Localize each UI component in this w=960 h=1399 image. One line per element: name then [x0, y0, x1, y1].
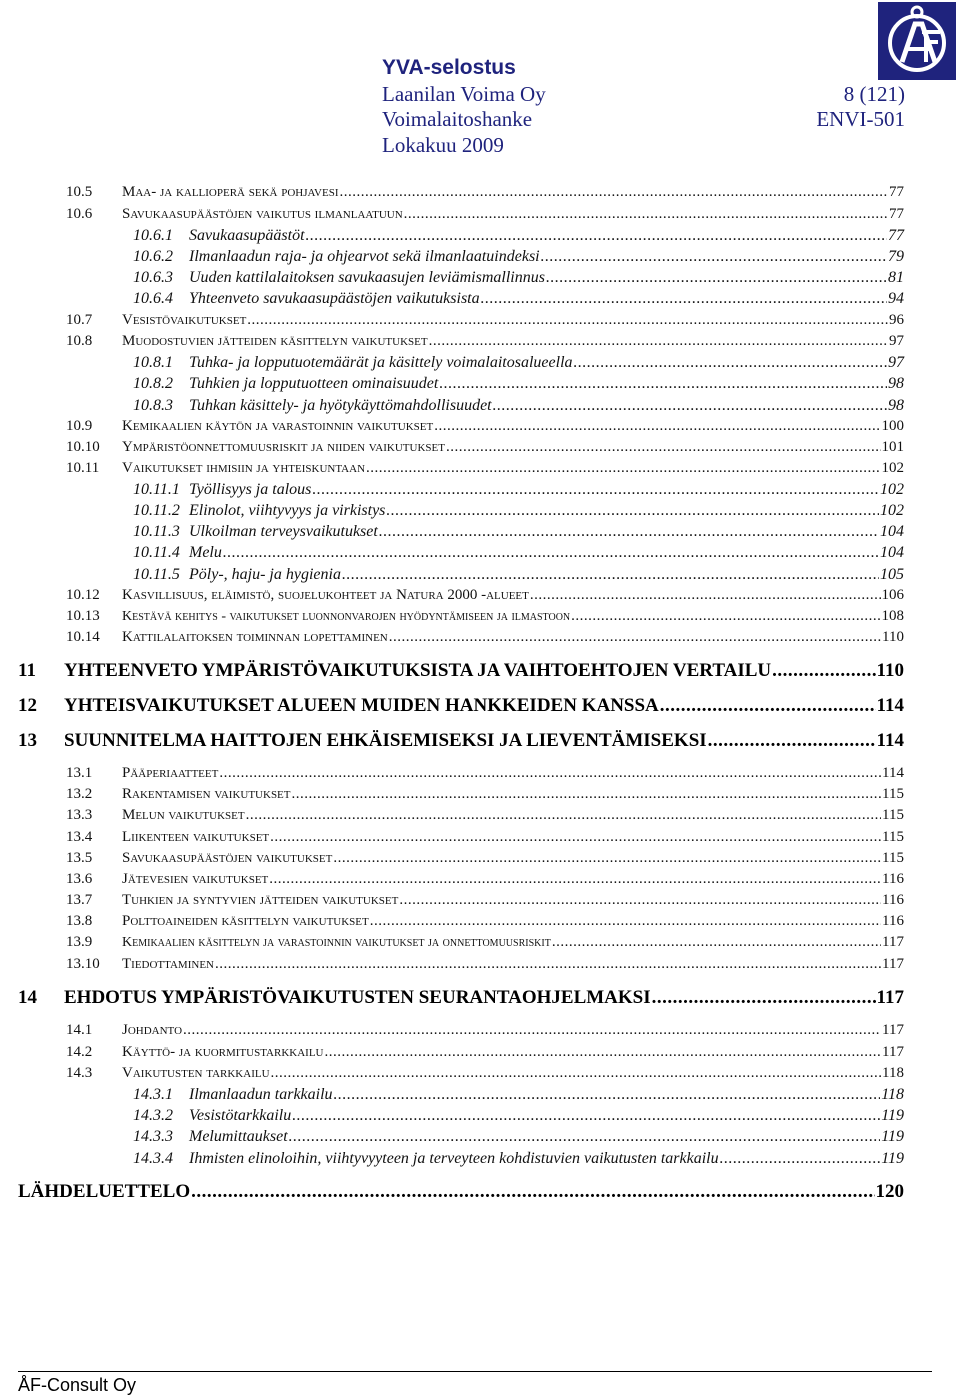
toc-entry-10-6-1[interactable]: 10.6.1 Savukaasupäästöt ..... 77 [133, 227, 904, 245]
dot-leader [191, 1181, 874, 1203]
toc-entry-10-14[interactable]: 10.14 Kattilalaitoksen toiminnan lopettaminen ..... 110 [66, 629, 904, 646]
toc-entry-14-3-4[interactable]: 14.3.4 Ihmisten elinoloihin, viihtyvyyteen ja terveyteen kohdistuvien vaikutusten tarkkailu ..... 119 [133, 1150, 904, 1168]
toc-entry-references[interactable]: LÄHDELUETTELO ..... 120 [18, 1181, 904, 1203]
toc-entry-10-10[interactable]: 10.10 Ympäristöonnettomuusriskit ja niiden vaikutukset ..... 101 [66, 439, 904, 456]
toc-entry-13-2[interactable]: 13.2 Rakentamisen vaikutukset ..... 115 [66, 786, 904, 803]
af-logo-icon [878, 2, 956, 80]
toc-entry-10-11-3[interactable]: 10.11.3 Ulkoilman terveysvaikutukset ..... 104 [133, 523, 904, 541]
toc-entry-13-3[interactable]: 13.3 Melun vaikutukset ..... 115 [66, 807, 904, 824]
dot-leader [541, 248, 887, 266]
toc-entry-10-6[interactable]: 10.6 Savukaasupäästöjen vaikutus ilmanlaatuun ..... 77 [66, 206, 904, 223]
document-date: Lokakuu 2009 [382, 133, 504, 157]
project-name: Voimalaitoshanke [382, 107, 533, 131]
toc-entry-13-5[interactable]: 13.5 Savukaasupäästöjen vaikutukset ..... 115 [66, 850, 904, 867]
dot-leader [386, 502, 879, 520]
dot-leader [223, 544, 879, 562]
toc-entry-14-2[interactable]: 14.2 Käyttö- ja kuormitustarkkailu ..... 117 [66, 1044, 904, 1061]
dot-leader [325, 1044, 882, 1061]
toc-entry-10-13[interactable]: 10.13 Kestävä kehitys - vaikutukset luonnonvarojen hyödyntämiseen ja ilmastoon ..... 108 [66, 608, 904, 625]
toc-entry-13-9[interactable]: 13.9 Kemikaalien käsittelyn ja varastoinnin vaikutukset ja onnettomuusriskit ..... 117 [66, 934, 904, 951]
dot-leader [366, 460, 880, 477]
toc-entry-10-11-1[interactable]: 10.11.1 Työllisyys ja talous ..... 102 [133, 481, 904, 499]
toc-entry-10-8-2[interactable]: 10.8.2 Tuhkien ja lopputuotteen ominaisuudet ..... 98 [133, 375, 904, 393]
dot-leader [379, 523, 879, 541]
dot-leader [246, 807, 881, 824]
dot-leader [772, 660, 875, 682]
dot-leader [389, 629, 881, 646]
dot-leader [720, 1150, 881, 1168]
toc-entry-10-8-1[interactable]: 10.8.1 Tuhka- ja lopputuotemäärät ja käsittely voimalaitosalueella ..... 97 [133, 354, 904, 372]
footer-company: ÅF-Consult Oy [18, 1375, 137, 1395]
toc-entry-13-8[interactable]: 13.8 Polttoaineiden käsittelyn vaikutukset ..... 116 [66, 913, 904, 930]
toc-entry-10-11-2[interactable]: 10.11.2 Elinolot, viihtyvyys ja virkistys ..... 102 [133, 502, 904, 520]
dot-leader [289, 1128, 881, 1146]
toc-entry-13-1[interactable]: 13.1 Pääperiaatteet ..... 114 [66, 765, 904, 782]
toc-entry-10-11-5[interactable]: 10.11.5 Pöly-, haju- ja hygienia ..... 105 [133, 566, 904, 584]
dot-leader [271, 1065, 882, 1082]
dot-leader [270, 829, 881, 846]
toc-entry-13[interactable]: 13 SUUNNITELMA HAITTOJEN EHKÄISEMISEKSI JA LIEVENTÄMISEKSI ..... 114 [18, 730, 904, 752]
dot-leader [339, 184, 888, 201]
toc-entry-14-3-3[interactable]: 14.3.3 Melumittaukset ..... 119 [133, 1128, 904, 1146]
toc-entry-10-11-4[interactable]: 10.11.4 Melu ..... 104 [133, 544, 904, 562]
dot-leader [312, 481, 879, 499]
toc-entry-13-7[interactable]: 13.7 Tuhkien ja syntyvien jätteiden vaikutukset ..... 116 [66, 892, 904, 909]
toc-entry-14-3[interactable]: 14.3 Vaikutusten tarkkailu ..... 118 [66, 1065, 904, 1082]
dot-leader [552, 934, 881, 951]
toc-entry-10-8[interactable]: 10.8 Muodostuvien jätteiden käsittelyn vaikutukset ..... 97 [66, 333, 904, 350]
dot-leader [183, 1022, 881, 1039]
dot-leader [660, 695, 876, 717]
dot-leader [334, 1086, 881, 1104]
dot-leader [219, 765, 881, 782]
dot-leader [292, 1107, 880, 1125]
toc-entry-12[interactable]: 12 YHTEISVAIKUTUKSET ALUEEN MUIDEN HANKKEIDEN KANSSA ..... 114 [18, 695, 904, 717]
dot-leader [215, 956, 881, 973]
dot-leader [342, 566, 879, 584]
dot-leader [399, 892, 881, 909]
dot-leader [481, 290, 887, 308]
toc-entry-10-6-4[interactable]: 10.6.4 Yhteenveto savukaasupäästöjen vaikutuksista ..... 94 [133, 290, 904, 308]
company-name: Laanilan Voima Oy [382, 82, 546, 106]
toc-entry-14-3-2[interactable]: 14.3.2 Vesistötarkkailu ..... 119 [133, 1107, 904, 1125]
dot-leader [708, 730, 876, 752]
dot-leader [370, 913, 881, 930]
toc-entry-11[interactable]: 11 YHTEENVETO YMPÄRISTÖVAIKUTUKSISTA JA VAIHTOEHTOJEN VERTAILU ..... 110 [18, 660, 904, 682]
toc-entry-10-6-2[interactable]: 10.6.2 Ilmanlaadun raja- ja ohjearvot sekä ilmanlaatuindeksi ..... 79 [133, 248, 904, 266]
dot-leader [652, 987, 876, 1009]
dot-leader [546, 269, 887, 287]
footer-divider [18, 1371, 932, 1372]
toc-entry-13-4[interactable]: 13.4 Liikenteen vaikutukset ..... 115 [66, 829, 904, 846]
dot-leader [292, 786, 882, 803]
dot-leader [404, 206, 888, 223]
toc-entry-10-5[interactable]: 10.5 Maa- ja kallioperä sekä pohjavesi ..... 77 [66, 184, 904, 201]
dot-leader [306, 227, 887, 245]
toc-entry-10-6-3[interactable]: 10.6.3 Uuden kattilalaitoksen savukaasujen leviämismallinnus ..... 81 [133, 269, 904, 287]
dot-leader [247, 312, 888, 329]
dot-leader [434, 418, 880, 435]
toc-entry-14-1[interactable]: 14.1 Johdanto ..... 117 [66, 1022, 904, 1039]
dot-leader [429, 333, 888, 350]
dot-leader [446, 439, 881, 456]
dot-leader [574, 354, 887, 372]
dot-leader [439, 375, 887, 393]
document-code: ENVI-501 [816, 107, 905, 131]
toc-entry-14[interactable]: 14 EHDOTUS YMPÄRISTÖVAIKUTUSTEN SEURANTAOHJELMAKSI ..... 117 [18, 987, 904, 1009]
toc-entry-14-3-1[interactable]: 14.3.1 Ilmanlaadun tarkkailu ..... 118 [133, 1086, 904, 1104]
dot-leader [493, 397, 887, 415]
dot-leader [333, 850, 881, 867]
toc-entry-10-11[interactable]: 10.11 Vaikutukset ihmisiin ja yhteiskuntaan ..... 102 [66, 460, 904, 477]
dot-leader [571, 608, 880, 625]
dot-leader [269, 871, 881, 888]
toc-entry-10-9[interactable]: 10.9 Kemikaalien käytön ja varastoinnin vaikutukset ..... 100 [66, 418, 904, 435]
toc-entry-10-7[interactable]: 10.7 Vesistövaikutukset ..... 96 [66, 312, 904, 329]
page-number: 8 (121) [843, 82, 905, 106]
toc-entry-13-10[interactable]: 13.10 Tiedottaminen ..... 117 [66, 956, 904, 973]
toc-entry-13-6[interactable]: 13.6 Jätevesien vaikutukset ..... 116 [66, 871, 904, 888]
toc-entry-10-8-3[interactable]: 10.8.3 Tuhkan käsittely- ja hyötykäyttömahdollisuudet ..... 98 [133, 397, 904, 415]
toc-entry-10-12[interactable]: 10.12 Kasvillisuus, eläimistö, suojelukohteet ja Natura 2000 -alueet ..... 106 [66, 587, 904, 604]
dot-leader [530, 587, 881, 604]
document-title: YVA-selostus [382, 56, 516, 79]
